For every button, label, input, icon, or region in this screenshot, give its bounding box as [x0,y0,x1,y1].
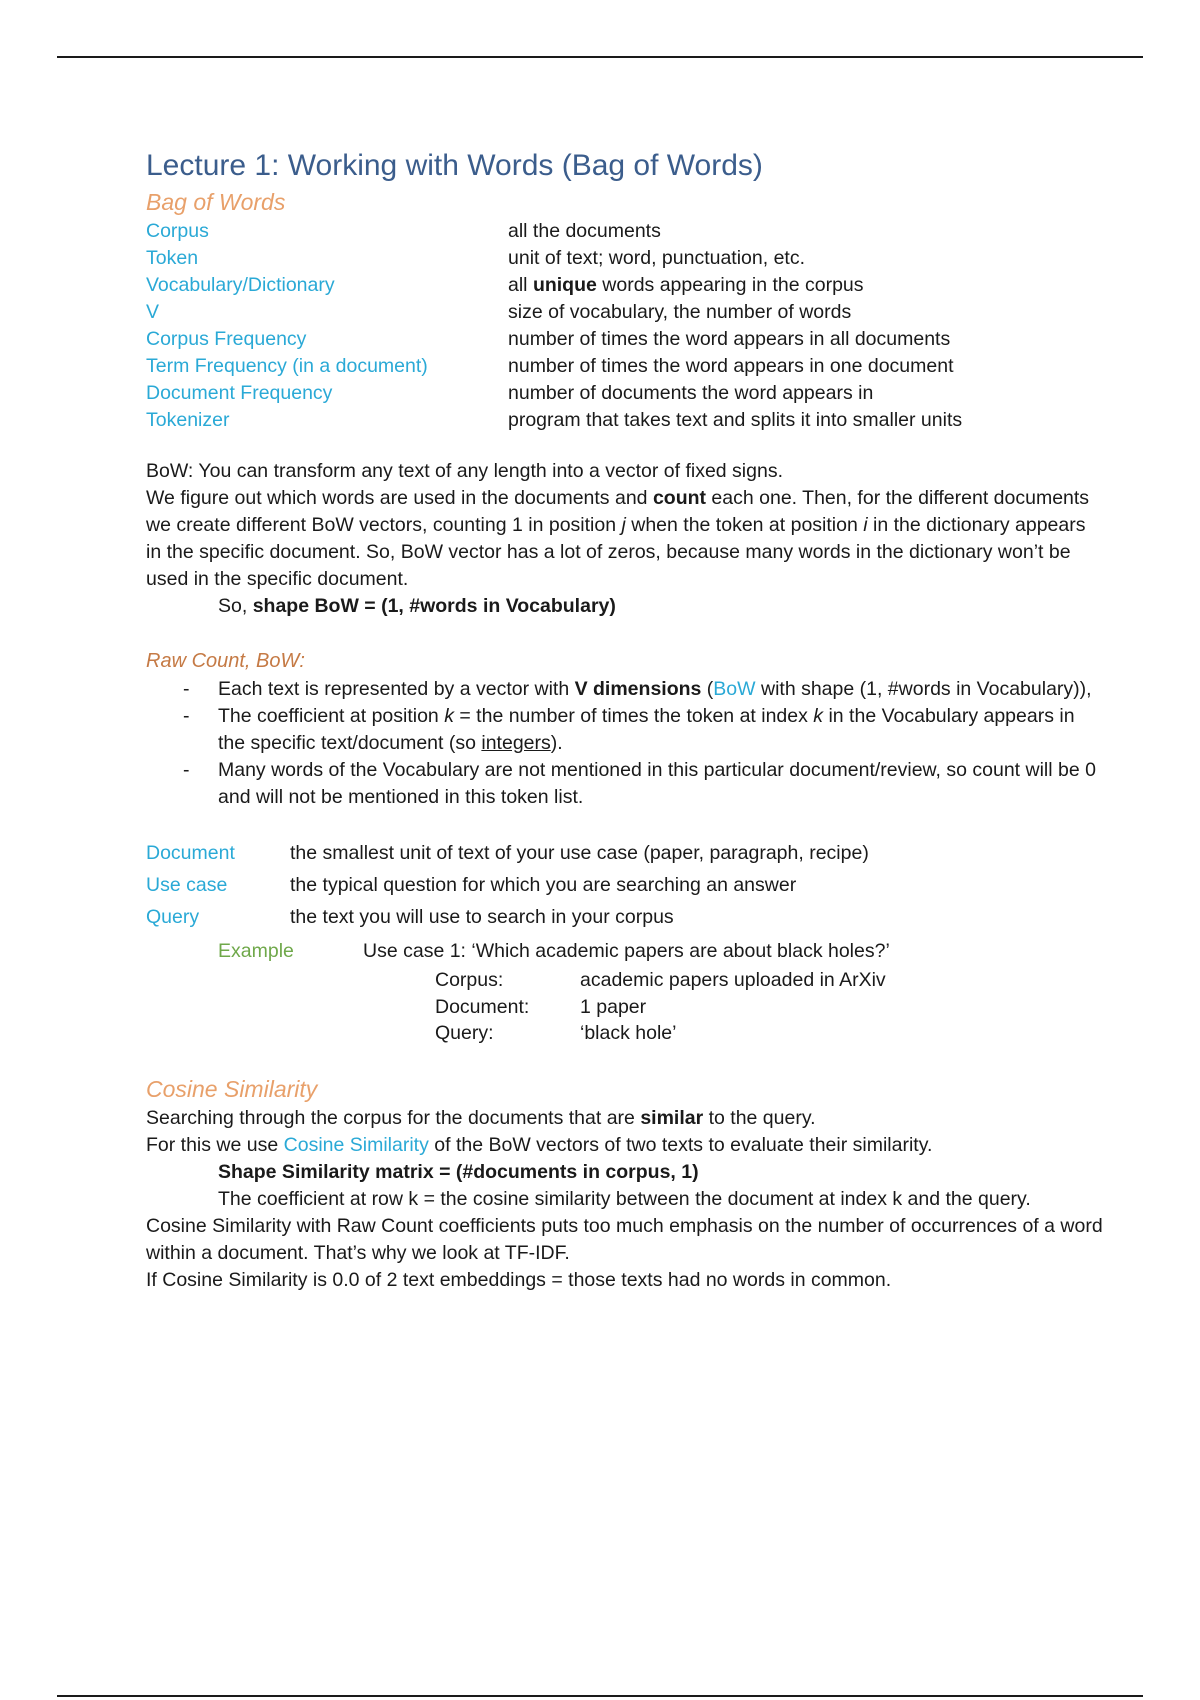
definition-term: Document Frequency [146,382,333,404]
definition-text: number of documents the word appears in [508,382,874,404]
cosine-line [146,1105,1106,1132]
text-run: each one. Then, for the different documents we create different BoW vectors, counting 1 in position [146,487,1090,536]
example-detail-value: 1 paper [580,995,647,1018]
example-detail-value: academic papers uploaded in ArXiv [580,969,886,991]
cosine-line [146,1132,1106,1159]
text-run: We figure out which words are used in the documents and [146,487,653,509]
definition-row [146,245,1106,272]
example-detail-value: ‘black hole’ [580,1022,677,1044]
text-run: Searching through the corpus for the documents that are [146,1106,641,1129]
text-run: For this we use [146,1133,284,1156]
definition-term: Corpus [146,220,209,242]
text-run-italic: k [813,705,824,727]
example-row [146,935,1106,967]
text-run: ). [550,732,563,754]
use-case-row [146,901,1106,933]
definition-text: size of vocabulary, the number of words [508,301,852,323]
definition-text-bold: unique [532,274,597,296]
use-case-definition: the typical question for which you are searching an answer [290,874,797,896]
footer-rule [57,1695,1143,1697]
definition-term: Vocabulary/Dictionary [146,274,335,296]
text-run: ( [701,678,714,700]
definition-text [508,272,1106,299]
raw-count-list [146,676,1106,811]
definition-text: all the documents [508,220,661,242]
cosine-line: If Cosine Similarity is 0.0 of 2 text embeddings = those texts had no words in common. [146,1268,892,1291]
text-run: So, [218,595,253,617]
text-run-bold: shape BoW = (1, #words in Vocabulary) [252,595,616,617]
example-label: Example [218,940,294,962]
use-case-row [146,869,1106,901]
cosine-line: Cosine Similarity with Raw Count coefficients puts too much emphasis on the number of occurrences of a word within a document. That’s why we look at TF-IDF. [146,1214,1103,1264]
text-run: = the number of times the token at index [453,705,814,727]
document-page [146,146,1106,1294]
example-text: Use case 1: ‘Which academic papers are about black holes?’ [363,940,890,962]
text-run-term: Cosine Similarity [283,1133,429,1156]
text-run: in the dictionary appears in the specific document. So, BoW vector has a lot of zeros, because many words in the dictionary won’t be used in the specific document. [146,514,1086,590]
definition-term: Token [146,247,199,269]
cosine-coefficient-line: The coefficient at row k = the cosine similarity between the document at index k and the query. [218,1187,1031,1210]
list-item [146,676,1106,703]
use-case-term: Document [146,842,235,864]
use-case-term: Use case [146,874,228,896]
definition-row [146,272,1106,299]
definition-row [146,380,1106,407]
definition-row [146,353,1106,380]
section-heading-raw-count: Raw Count, BoW: [146,650,305,672]
definition-term: V [146,301,160,323]
text-run: of the BoW vectors of two texts to evaluate their similarity. [428,1133,933,1156]
section-heading-bag-of-words: Bag of Words [146,189,286,215]
definition-term: Corpus Frequency [146,328,307,350]
example-detail-key: Corpus: [435,969,504,991]
definition-term: Tokenizer [146,409,230,431]
text-run-bold: V dimensions [574,678,702,700]
list-item [146,703,1106,757]
dash-bullet: - [183,705,190,727]
use-case-term: Query [146,906,200,928]
text-run-bold: similar [640,1106,704,1129]
cosine-shape-line [146,1159,1106,1186]
bow-intro-line: BoW: You can transform any text of any length into a vector of fixed signs. [146,460,783,482]
definition-text: number of times the word appears in all documents [508,328,951,350]
use-case-definition: the smallest unit of text of your use case (paper, paragraph, recipe) [290,842,869,864]
text-run-underline: integers [481,732,551,754]
header-rule [57,56,1143,58]
example-detail-row [146,967,1106,994]
dash-bullet: - [183,678,190,700]
example-detail-key: Query: [435,1022,494,1044]
definition-text-post: words appearing in the corpus [596,274,864,296]
text-run: in the Vocabulary appears in the specific text/document (so [218,705,1075,754]
definition-text: program that takes text and splits it into smaller units [508,409,963,431]
definition-text-pre: all [508,274,533,296]
text-run-term: BoW [713,678,756,700]
definition-row [146,299,1106,326]
text-run-bold: count [652,487,707,509]
example-detail-key: Document: [435,995,530,1018]
definition-text: number of times the word appears in one document [508,355,954,377]
bow-explanation [146,458,1106,620]
lecture-title: Lecture 1: Working with Words (Bag of Words) [146,149,763,182]
definition-row [146,407,1106,434]
example-detail-row [146,1020,1106,1047]
definition-row [146,218,1106,245]
text-run-italic: k [444,705,454,727]
text-run-italic: i [863,514,868,536]
definition-row [146,326,1106,353]
definition-text: unit of text; word, punctuation, etc. [508,247,806,269]
use-case-table [146,837,1106,1047]
list-item [146,757,1106,811]
text-run-bold: Shape Similarity matrix = (#documents in corpus, 1) [218,1160,699,1183]
text-run: Each text is represented by a vector with [218,678,575,700]
section-heading-cosine-similarity: Cosine Similarity [146,1075,318,1102]
text-run: The coefficient at position [218,705,445,727]
bow-shape-line [146,593,1106,620]
cosine-similarity-body [146,1105,1106,1294]
example-block [146,935,1106,1047]
text-run: with shape (1, #words in Vocabulary)), [755,678,1092,700]
text-run: Many words of the Vocabulary are not mentioned in this particular document/review, so count will be 0 and will not be mentioned in this token list. [218,759,1096,808]
use-case-definition: the text you will use to search in your corpus [290,906,674,928]
text-run-italic: j [621,514,626,536]
definition-term: Term Frequency (in a document) [146,355,428,377]
example-detail-row [146,994,1106,1021]
text-run: when the token at position [625,514,864,536]
bow-paragraph [146,485,1106,593]
bow-definitions-table [146,218,1106,434]
text-run: to the query. [703,1106,816,1129]
use-case-row [146,837,1106,869]
dash-bullet: - [183,759,190,781]
